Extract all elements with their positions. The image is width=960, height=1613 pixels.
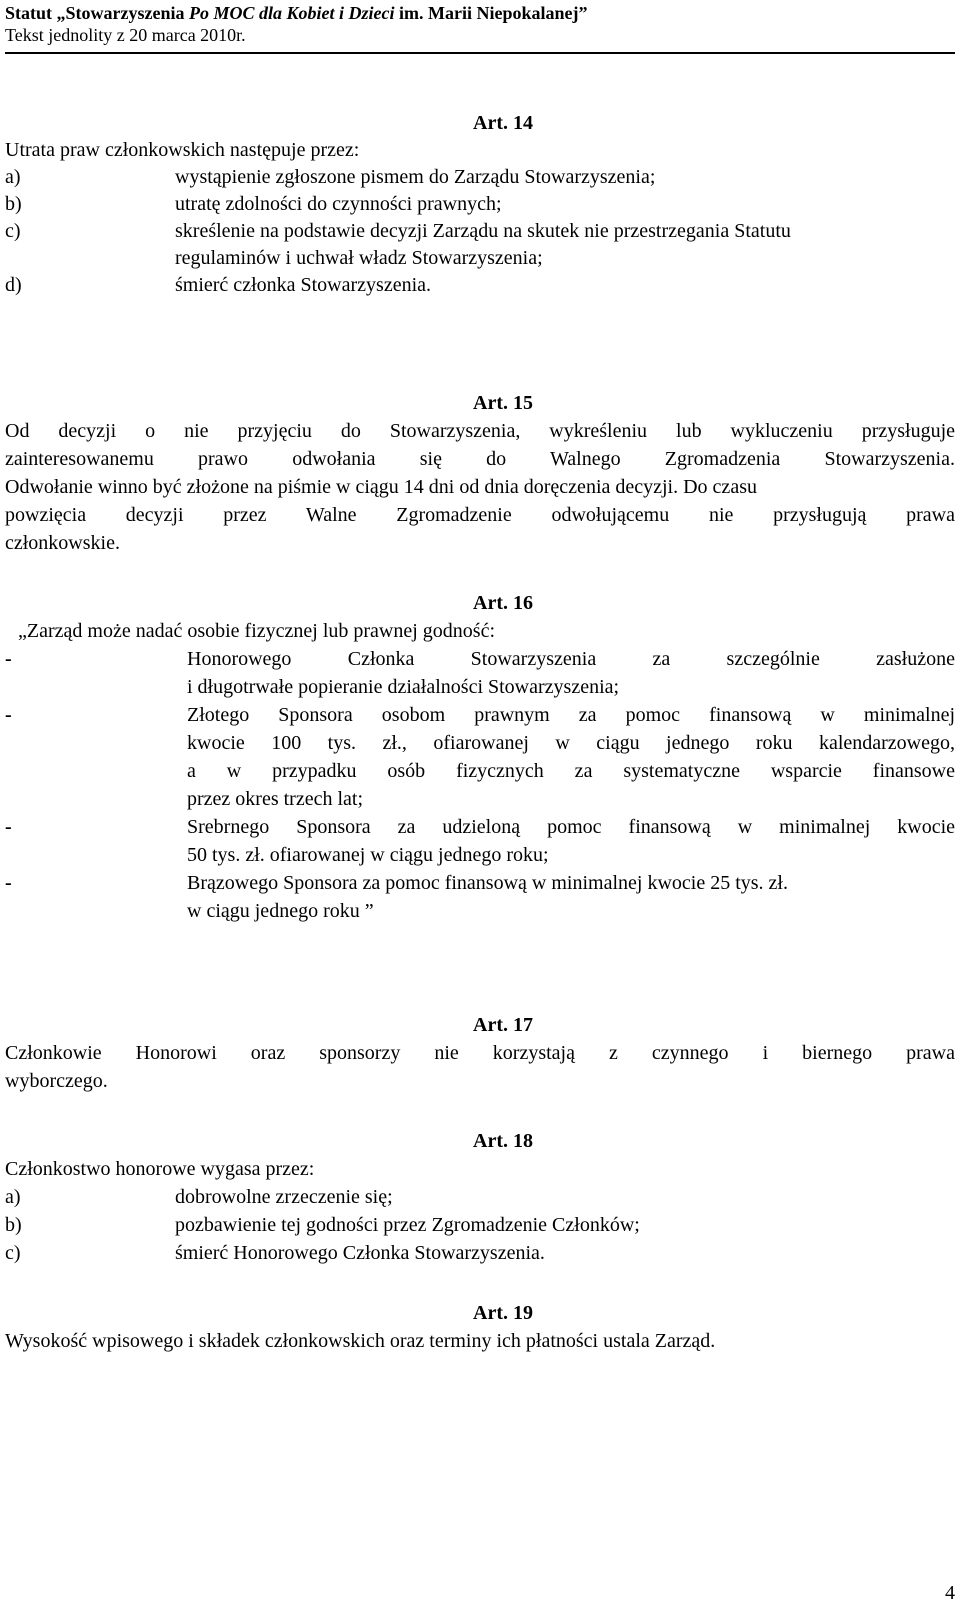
dash-item-text: Złotego Sponsora osobom prawnym za pomoc finansową w minimalnej: [187, 704, 955, 726]
article-17-title: Art. 17: [473, 1014, 533, 1036]
list-marker: a): [5, 1186, 21, 1208]
header-title-italic: Po MOC dla Kobiet i Dzieci: [188, 3, 395, 23]
list-marker: b): [5, 193, 22, 215]
list-marker: c): [5, 220, 21, 242]
list-item-text: dobrowolne zrzeczenie się;: [175, 1186, 393, 1208]
list-marker: a): [5, 166, 21, 188]
list-marker: d): [5, 274, 22, 296]
article-14-title: Art. 14: [473, 112, 533, 134]
list-item-text: utratę zdolności do czynności prawnych;: [175, 193, 502, 215]
article-16-title: Art. 16: [473, 592, 533, 614]
dash-item-text: Honorowego Członka Stowarzyszenia za szczególnie zasłużone: [187, 648, 955, 670]
paragraph-line: zainteresowanemu prawo odwołania się do Walnego Zgromadzenia Stowarzyszenia.: [5, 448, 955, 470]
dash-marker: -: [5, 816, 12, 838]
dash-marker: -: [5, 704, 12, 726]
header-title-part: im. Marii Niepokalanej”: [394, 3, 588, 23]
paragraph-line: powzięcia decyzji przez Walne Zgromadzenie odwołującemu nie przysługują prawa: [5, 504, 955, 526]
article-18-title: Art. 18: [473, 1130, 533, 1152]
paragraph-line: Odwołanie winno być złożone na piśmie w ciągu 14 dni od dnia doręczenia decyzji. Do czasu: [5, 476, 757, 498]
list-item-text: śmierć członka Stowarzyszenia.: [175, 274, 432, 296]
list-item-text: pozbawienie tej godności przez Zgromadzenie Członków;: [175, 1214, 640, 1236]
dash-item-text: kwocie 100 tys. zł., ofiarowanej w ciągu jednego roku kalendarzowego,: [187, 732, 955, 754]
header-subtitle: Tekst jednolity z 20 marca 2010r.: [5, 25, 246, 45]
dash-item-text: Brązowego Sponsora za pomoc finansową w minimalnej kwocie 25 tys. zł.: [187, 872, 788, 894]
list-item-text: regulaminów i uchwał władz Stowarzyszenia;: [175, 247, 543, 269]
header-title: [5, 2, 587, 24]
dash-item-text: Srebrnego Sponsora za udzieloną pomoc finansową w minimalnej kwocie: [187, 816, 955, 838]
header-title-part: Statut „Stowarzyszenia: [5, 3, 189, 23]
list-marker: b): [5, 1214, 22, 1236]
dash-item-text: 50 tys. zł. ofiarowanej w ciągu jednego roku;: [187, 844, 549, 866]
dash-item-text: przez okres trzech lat;: [187, 788, 364, 810]
dash-item-text: i długotrwałe popieranie działalności Stowarzyszenia;: [187, 676, 620, 698]
paragraph-line: Od decyzji o nie przyjęciu do Stowarzyszenia, wykreśleniu lub wykluczeniu przysługuje: [5, 420, 955, 442]
article-15-title: Art. 15: [473, 392, 533, 414]
list-marker: c): [5, 1242, 21, 1264]
dash-marker: -: [5, 648, 12, 670]
list-item-text: skreślenie na podstawie decyzji Zarządu na skutek nie przestrzegania Statutu: [175, 220, 791, 242]
paragraph-line: Członkowie Honorowi oraz sponsorzy nie korzystają z czynnego i biernego prawa: [5, 1042, 955, 1064]
paragraph-line: Wysokość wpisowego i składek członkowskich oraz terminy ich płatności ustala Zarząd.: [5, 1330, 716, 1352]
article-19-title: Art. 19: [473, 1302, 533, 1324]
page-number: 4: [945, 1582, 955, 1604]
list-item-text: wystąpienie zgłoszone pismem do Zarządu Stowarzyszenia;: [175, 166, 656, 188]
dash-item-text: w ciągu jednego roku ”: [187, 900, 374, 922]
article-14-intro: Utrata praw członkowskich następuje przez:: [5, 139, 360, 161]
dash-item-text: a w przypadku osób fizycznych za systematyczne wsparcie finansowe: [187, 760, 955, 782]
article-16-intro: „Zarząd może nadać osobie fizycznej lub prawnej godność:: [18, 620, 496, 642]
article-18-intro: Członkostwo honorowe wygasa przez:: [5, 1158, 315, 1180]
dash-marker: -: [5, 872, 12, 894]
paragraph-line: członkowskie.: [5, 532, 120, 554]
list-item-text: śmierć Honorowego Członka Stowarzyszenia.: [175, 1242, 545, 1264]
page-header: [5, 0, 955, 54]
paragraph-line: wyborczego.: [5, 1070, 108, 1092]
